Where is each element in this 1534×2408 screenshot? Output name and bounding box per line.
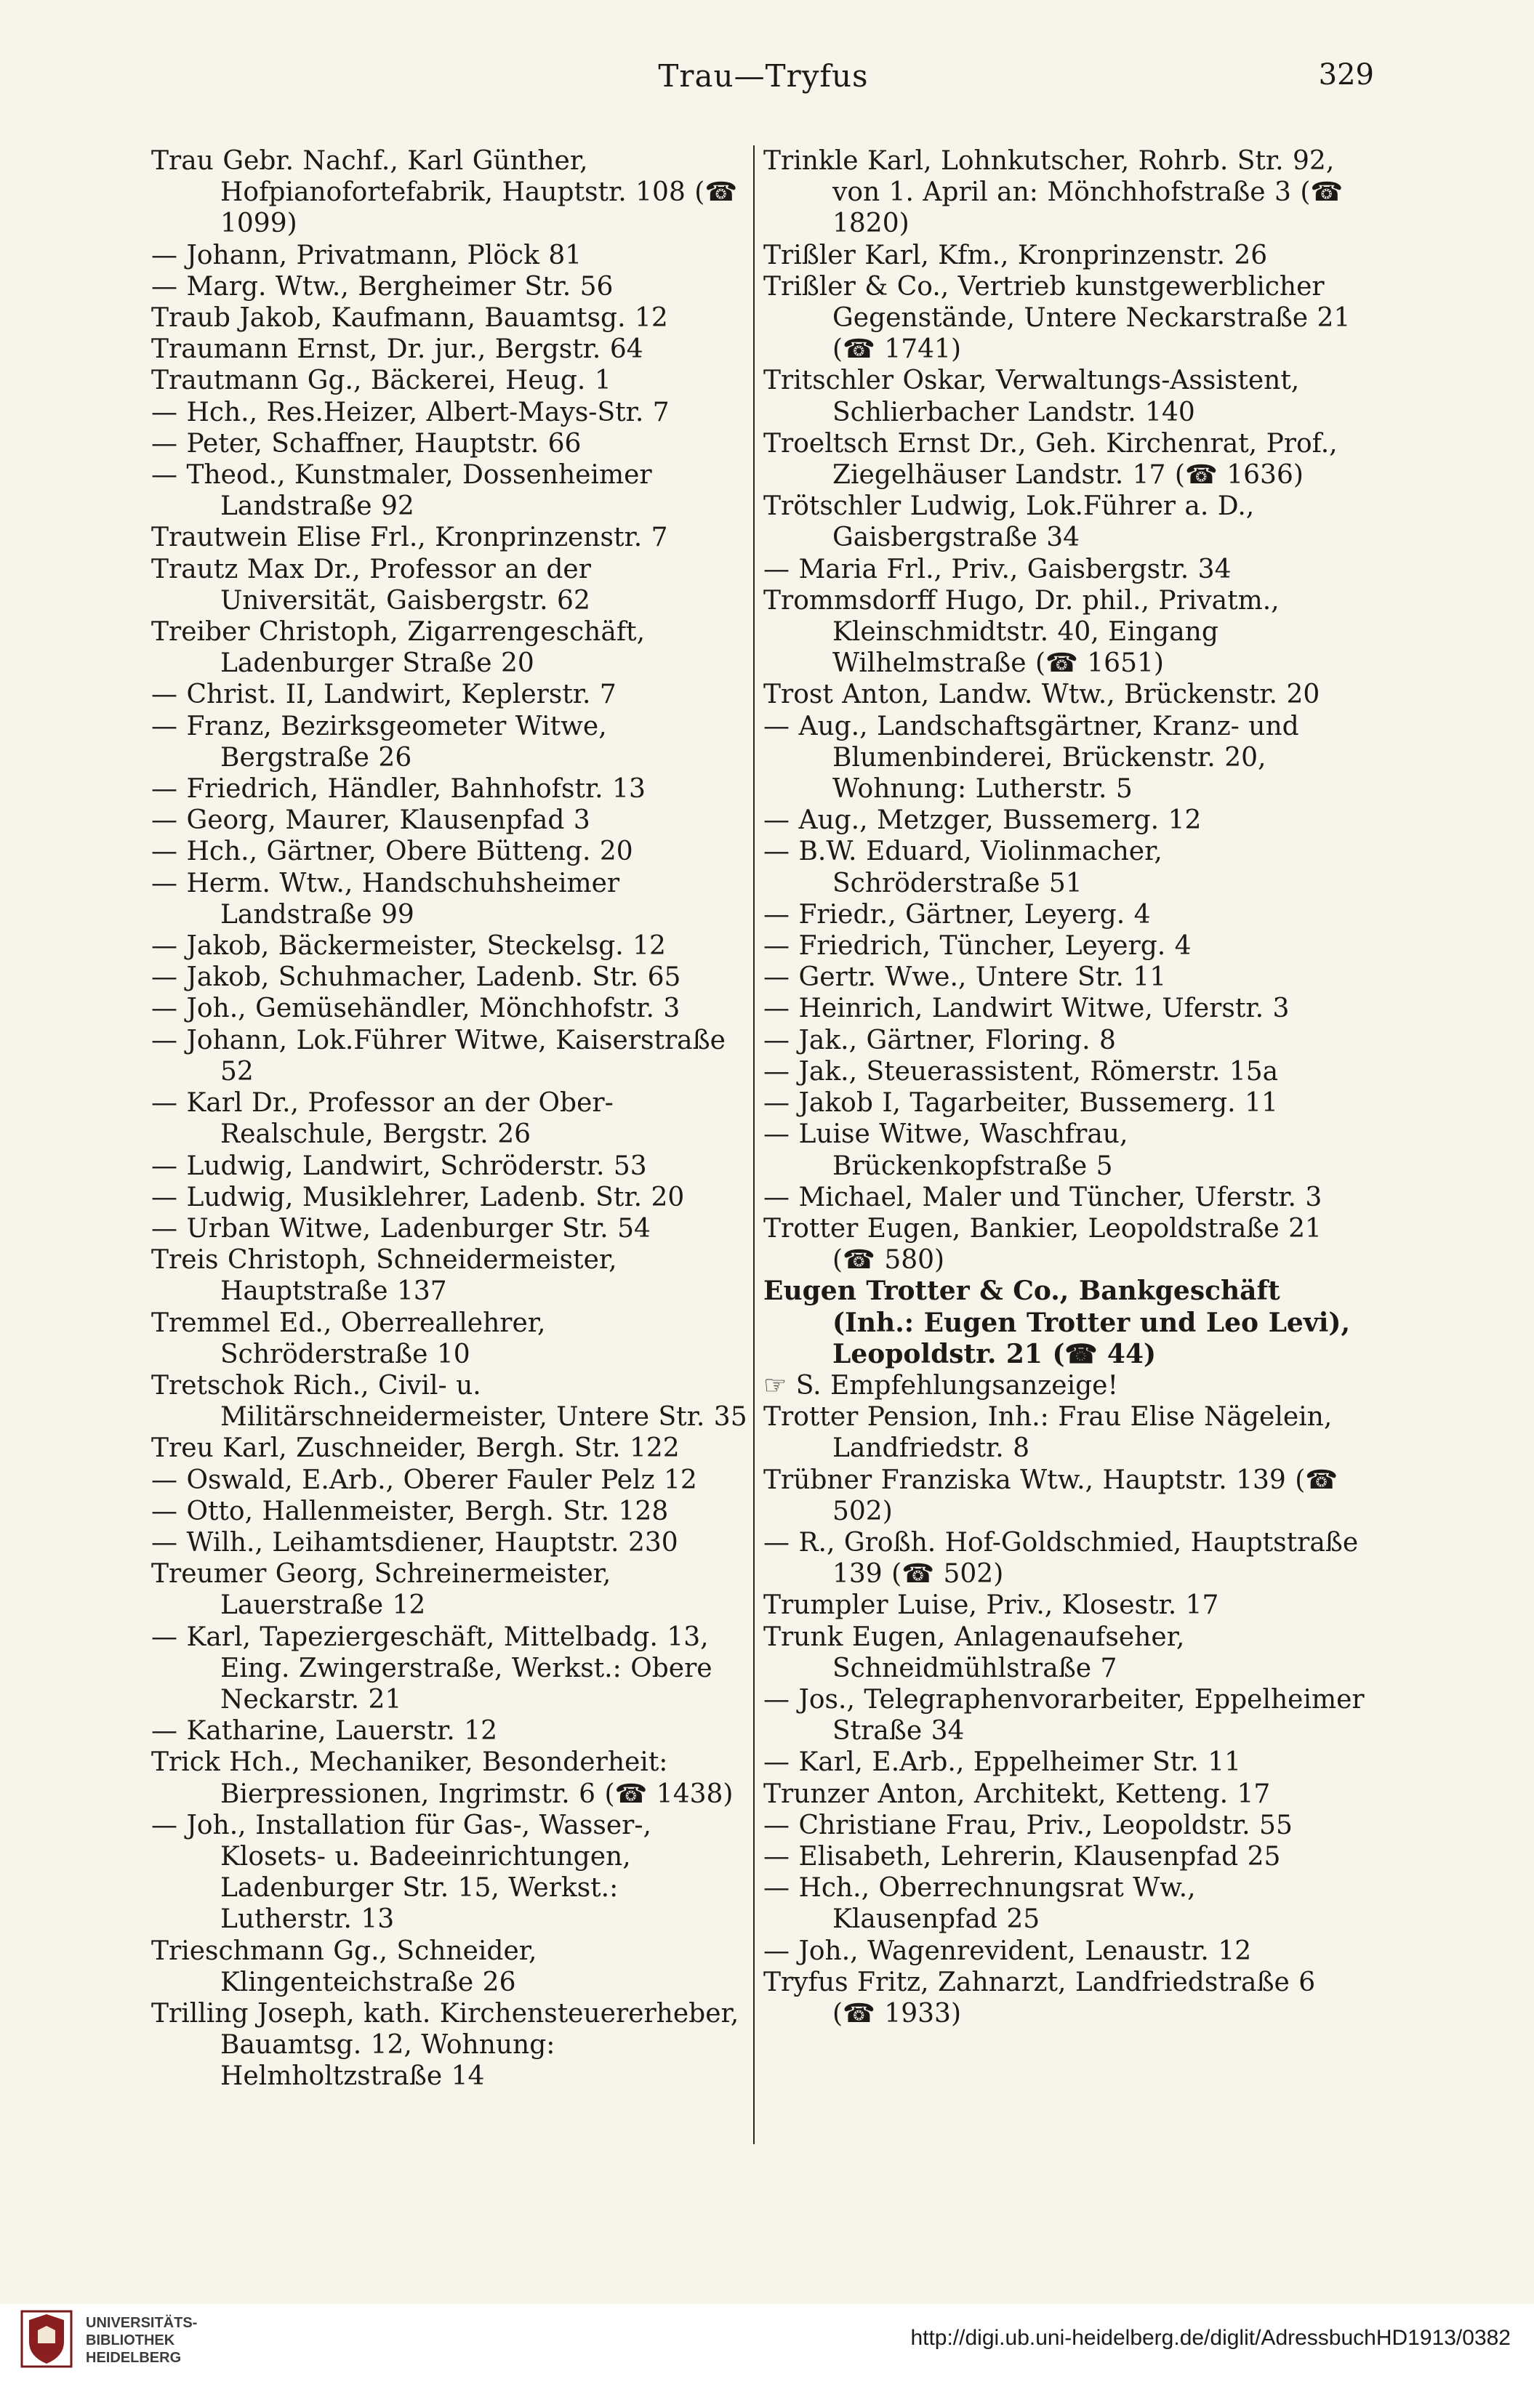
directory-entry: — Herm. Wtw., Handschuhsheimer Landstraße 99 <box>151 868 620 930</box>
source-url[interactable]: http://digi.ub.uni-heidelberg.de/diglit/AdressbuchHD1913/0382 <box>910 2326 1511 2350</box>
directory-entry: Trilling Joseph, kath. Kirchensteuererheber, Bauamtsg. 12, Wohnung: Helmholtzstraße 14 <box>151 1998 739 2092</box>
directory-entry: Trinkle Karl, Lohnkutscher, Rohrb. Str. 92, von 1. April an: Mönchhofstraße 3 (☎ 1820) <box>763 146 1344 239</box>
directory-entry: — Hch., Gärtner, Obere Bütteng. 20 <box>151 837 633 867</box>
directory-entry: — Katharine, Lauerstr. 12 <box>151 1716 497 1747</box>
directory-entry: — Friedr., Gärtner, Leyerg. 4 <box>763 899 1151 930</box>
directory-entry: — Michael, Maler und Tüncher, Uferstr. 3 <box>763 1182 1322 1212</box>
directory-entry: — Ludwig, Landwirt, Schröderstr. 53 <box>151 1151 647 1181</box>
directory-entry: Trau Gebr. Nachf., Karl Günther, Hofpianofortefabrik, Hauptstr. 108 (☎ 1099) <box>151 146 738 239</box>
directory-entry: Trübner Franziska Wtw., Hauptstr. 139 (☎ 502) <box>763 1465 1338 1526</box>
directory-entry: — Joh., Installation für Gas-, Wasser-, Klosets- u. Badeeinrichtungen, Ladenburger Str. 15, Werkst.: Lutherstr. 13 <box>151 1810 651 1935</box>
directory-entry: — Oswald, E.Arb., Oberer Fauler Pelz 12 <box>151 1465 697 1495</box>
directory-entry: — Theod., Kunstmaler, Dossenheimer Landstraße 92 <box>151 460 652 522</box>
directory-entry: — R., Großh. Hof-Goldschmied, Hauptstraße 139 (☎ 502) <box>763 1527 1359 1590</box>
directory-entry: — Otto, Hallenmeister, Bergh. Str. 128 <box>151 1496 669 1526</box>
directory-entry: Tritschler Oskar, Verwaltungs-Assistent, Schlierbacher Landstr. 140 <box>763 366 1300 427</box>
directory-entry: Trommsdorff Hugo, Dr. phil., Privatm., Kleinschmidtstr. 40, Eingang Wilhelmstraße (☎ 1651) <box>763 585 1280 679</box>
directory-entry: — Jos., Telegraphenvorarbeiter, Eppelheimer Straße 34 <box>763 1684 1365 1747</box>
directory-entry: Trotter Pension, Inh.: Frau Elise Nägelein, Landfriedstr. 8 <box>763 1402 1333 1464</box>
directory-entry: Tretschok Rich., Civil- u. Militärschneidermeister, Untere Str. 35 <box>151 1370 747 1433</box>
directory-entry: — Ludwig, Musiklehrer, Ladenb. Str. 20 <box>151 1182 685 1212</box>
directory-entry: — Franz, Bezirksgeometer Witwe, Bergstraße 26 <box>151 711 607 773</box>
directory-entry: Trumpler Luise, Priv., Klosestr. 17 <box>763 1590 1219 1621</box>
directory-entry: Traumann Ernst, Dr. jur., Bergstr. 64 <box>151 334 643 365</box>
directory-entry: — Maria Frl., Priv., Gaisbergstr. 34 <box>763 554 1232 584</box>
directory-entry: — B.W. Eduard, Violinmacher, Schröderstraße 51 <box>763 837 1162 898</box>
running-title: Trau—Tryfus <box>658 58 869 94</box>
directory-entry: — Christ. II, Landwirt, Keplerstr. 7 <box>151 680 617 710</box>
directory-entry: Treumer Georg, Schreinermeister, Lauerstraße 12 <box>151 1559 611 1621</box>
directory-entry: — Georg, Maurer, Klausenpfad 3 <box>151 805 590 836</box>
directory-entry: — Karl, Tapeziergeschäft, Mittelbadg. 13, Eing. Zwingerstraße, Werkst.: Obere Neckarstr. 21 <box>151 1622 712 1715</box>
directory-entry: Trißler & Co., Vertrieb kunstgewerblicher Gegenstände, Untere Neckarstraße 21 (☎ 1741) <box>763 271 1351 365</box>
directory-entry: — Urban Witwe, Ladenburger Str. 54 <box>151 1213 651 1244</box>
directory-entry: — Hch., Res.Heizer, Albert-Mays-Str. 7 <box>151 397 670 427</box>
directory-entry: — Heinrich, Landwirt Witwe, Uferstr. 3 <box>763 994 1290 1024</box>
directory-entry: — Friedrich, Tüncher, Leyerg. 4 <box>763 931 1192 962</box>
directory-entry: — Joh., Gemüsehändler, Mönchhofstr. 3 <box>151 994 680 1024</box>
directory-entry: Trick Hch., Mechaniker, Besonderheit: Bierpressionen, Ingrimstr. 6 (☎ 1438) <box>151 1747 734 1809</box>
directory-entry: — Hch., Oberrechnungsrat Ww., Klausenpfad 25 <box>763 1873 1196 1935</box>
page-number: 329 <box>1318 58 1374 92</box>
directory-entry: — Jakob, Schuhmacher, Ladenb. Str. 65 <box>151 962 681 993</box>
directory-entry: Troeltsch Ernst Dr., Geh. Kirchenrat, Prof., Ziegelhäuser Landstr. 17 (☎ 1636) <box>763 428 1338 491</box>
directory-entry: Trautmann Gg., Bäckerei, Heug. 1 <box>151 366 611 396</box>
directory-entry: — Gertr. Wwe., Untere Str. 11 <box>763 962 1167 993</box>
directory-entry: — Karl Dr., Professor an der Ober-Realschule, Bergstr. 26 <box>151 1088 614 1150</box>
directory-entry: — Aug., Landschaftsgärtner, Kranz- und Blumenbinderei, Brückenstr. 20, Wohnung: Lutherstr. 5 <box>763 711 1299 805</box>
directory-entry: — Christiane Frau, Priv., Leopoldstr. 55 <box>763 1810 1293 1840</box>
directory-entry: Trieschmann Gg., Schneider, Klingenteichstraße 26 <box>151 1936 537 1997</box>
directory-entry: — Joh., Wagenrevident, Lenaustr. 12 <box>763 1936 1252 1966</box>
directory-entry: Trißler Karl, Kfm., Kronprinzenstr. 26 <box>763 240 1268 270</box>
university-seal-icon <box>20 2310 73 2368</box>
directory-entry: Treis Christoph, Schneidermeister, Hauptstraße 137 <box>151 1245 617 1307</box>
left-column <box>151 145 747 2093</box>
footer-bar <box>0 2304 1534 2408</box>
directory-entry: Trautwein Elise Frl., Kronprinzenstr. 7 <box>151 523 668 553</box>
directory-entry: Trautz Max Dr., Professor an der Universität, Gaisbergstr. 62 <box>151 554 591 616</box>
directory-entry: — Johann, Lok.Führer Witwe, Kaiserstraße 52 <box>151 1025 726 1087</box>
directory-entry: Trötschler Ludwig, Lok.Führer a. D., Gaisbergstraße 34 <box>763 491 1255 553</box>
column-divider <box>753 145 755 2144</box>
directory-entry: — Elisabeth, Lehrerin, Klausenpfad 25 <box>763 1841 1281 1872</box>
directory-entry: — Luise Witwe, Waschfrau, Brückenkopfstraße 5 <box>763 1119 1128 1181</box>
library-logo-text: UNIVERSITÄTS- BIBLIOTHEK HEIDELBERG <box>86 2315 198 2366</box>
directory-entry: — Jak., Gärtner, Floring. 8 <box>763 1025 1116 1055</box>
directory-entry: Tremmel Ed., Oberreallehrer, Schröderstraße 10 <box>151 1308 546 1369</box>
directory-entry: Trunzer Anton, Architekt, Ketteng. 17 <box>763 1779 1271 1809</box>
directory-entry: — Peter, Schaffner, Hauptstr. 66 <box>151 428 582 459</box>
page-header <box>153 58 1374 102</box>
directory-entry: — Johann, Privatmann, Plöck 81 <box>151 240 582 270</box>
right-column <box>763 145 1367 2029</box>
directory-entry: Trost Anton, Landw. Wtw., Brückenstr. 20 <box>763 680 1320 710</box>
directory-entry: — Wilh., Leihamtsdiener, Hauptstr. 230 <box>151 1527 678 1558</box>
directory-entry: — Aug., Metzger, Bussemerg. 12 <box>763 805 1202 836</box>
directory-entry: — Jakob, Bäckermeister, Steckelsg. 12 <box>151 931 666 962</box>
directory-entry: Trotter Eugen, Bankier, Leopoldstraße 21 (☎ 580) <box>763 1213 1322 1276</box>
directory-entry: Trunk Eugen, Anlagenaufseher, Schneidmühlstraße 7 <box>763 1622 1185 1683</box>
directory-entry: Eugen Trotter & Co., Bankgeschäft (Inh.: Eugen Trotter und Leo Levi), Leopoldstr. 21 (☎ 44) <box>763 1276 1350 1369</box>
directory-entry: Tryfus Fritz, Zahnarzt, Landfriedstraße 6 (☎ 1933) <box>763 1967 1316 2029</box>
directory-entry: Treu Karl, Zuschneider, Bergh. Str. 122 <box>151 1433 680 1464</box>
directory-entry: ☞ S. Empfehlungsanzeige! <box>763 1370 1118 1401</box>
directory-entry: — Jak., Steuerassistent, Römerstr. 15a <box>763 1056 1279 1087</box>
directory-entry: — Karl, E.Arb., Eppelheimer Str. 11 <box>763 1747 1242 1778</box>
directory-entry: — Friedrich, Händler, Bahnhofstr. 13 <box>151 774 646 805</box>
directory-entry: Treiber Christoph, Zigarrengeschäft, Ladenburger Straße 20 <box>151 617 646 679</box>
directory-entry: Traub Jakob, Kaufmann, Bauamtsg. 12 <box>151 303 668 334</box>
directory-entry: — Marg. Wtw., Bergheimer Str. 56 <box>151 271 614 302</box>
directory-entry: — Jakob I, Tagarbeiter, Bussemerg. 11 <box>763 1088 1278 1119</box>
